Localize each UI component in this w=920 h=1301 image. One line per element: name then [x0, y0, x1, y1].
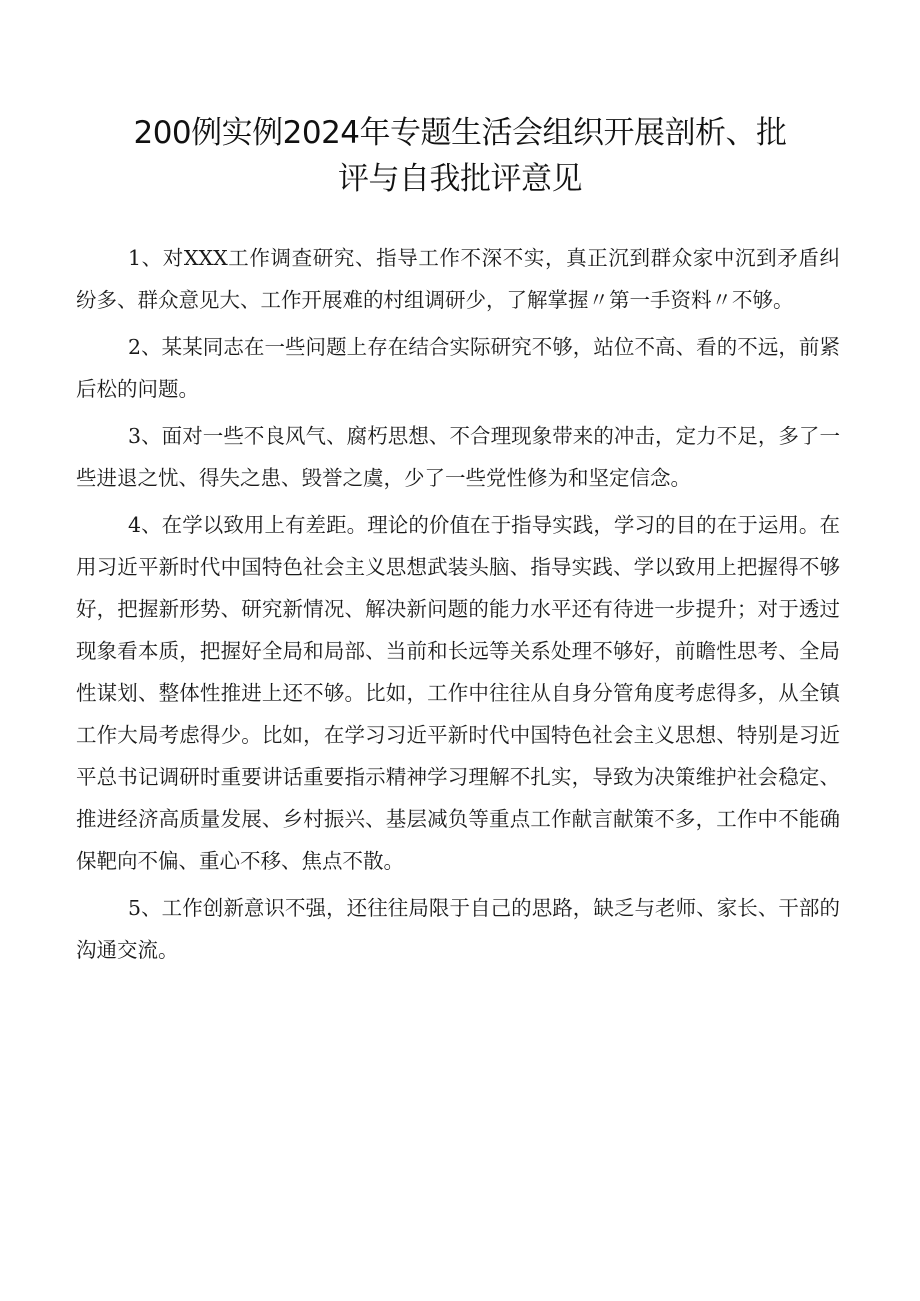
title-line-1: 200例实例2024年专题生活会组织开展剖析、批: [133, 115, 787, 151]
document-title: [100, 110, 820, 202]
paragraph-4: 4、在学以致用上有差距。理论的价值在于指导实践，学习的目的在于运用。在用习近平新时代中国特色社会主义思想武装头脑、指导实践、学以致用上把握得不够好，把握新形势、研究新情况、解决新问题的能力水平还有待进一步提升；对于透过现象看本质，把握好全局和局部、当前和长远等关系处理不够好，前瞻性思考、全局性谋划、整体性推进上还不够。比如，工作中往往从自身分管角度考虑得多，从全镇工作大局考虑得少。比如，在学习习近平新时代中国特色社会主义思想、特别是习近平总书记调研时重要讲话重要指示精神学习理解不扎实，导致为决策维护社会稳定、推进经济高质量发展、乡村振兴、基层减负等重点工作献言献策不多，工作中不能确保靶向不偏、重心不移、焦点不散。: [76, 513, 840, 873]
title-line-2: 评与自我批评意见: [338, 161, 582, 197]
paragraph-5: 5、工作创新意识不强，还往往局限于自己的思路，缺乏与老师、家长、干部的沟通交流。: [76, 896, 840, 962]
paragraph-3: 3、面对一些不良风气、腐朽思想、不合理现象带来的冲击，定力不足，多了一些进退之忧、得失之患、毁誉之虞，少了一些党性修为和坚定信念。: [76, 424, 840, 490]
paragraph-1: 1、对XXX工作调查研究、指导工作不深不实，真正沉到群众家中沉到矛盾纠纷多、群众意见大、工作开展难的村组调研少，了解掌握〃第一手资料〃不够。: [76, 246, 840, 312]
paragraph-2: 2、某某同志在一些问题上存在结合实际研究不够，站位不高、看的不远，前紧后松的问题。: [76, 335, 840, 401]
document-body: [76, 237, 840, 976]
